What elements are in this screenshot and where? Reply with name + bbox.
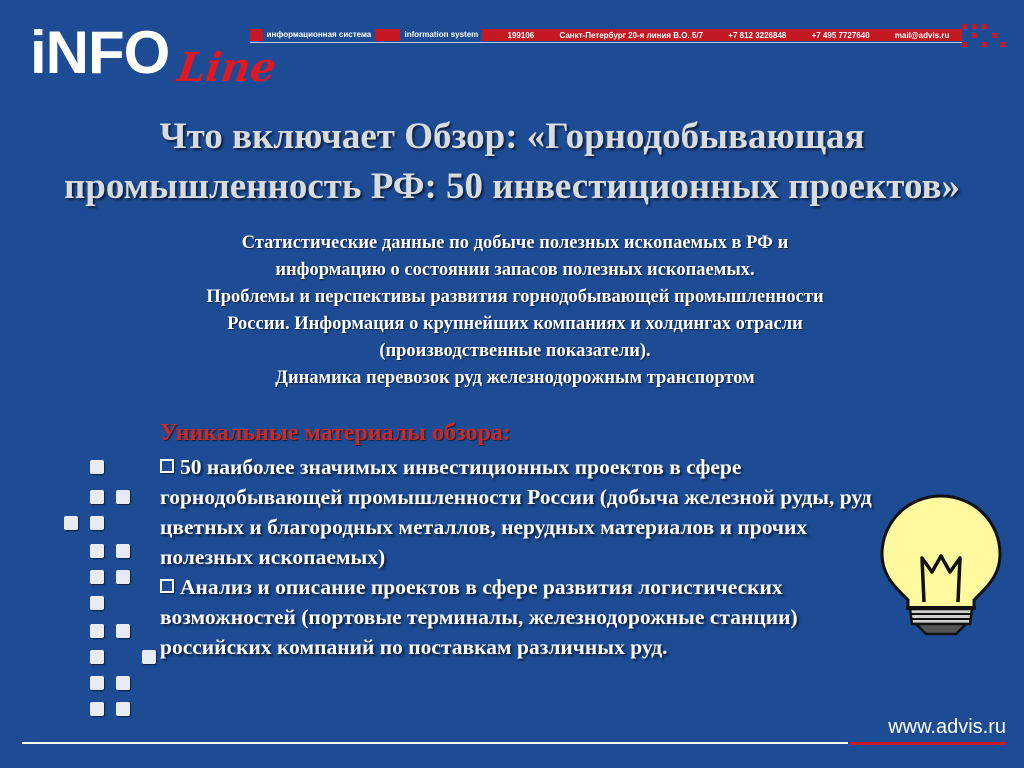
slide-title-line: промышленность РФ: 50 инвестиционных проектов»	[63, 166, 961, 207]
logo-sub-text: Line	[174, 44, 280, 91]
checkbox-bullet-icon	[160, 579, 174, 593]
unique-materials-heading: Уникальные материалы обзора:	[160, 420, 511, 446]
summary-block	[90, 230, 940, 392]
bullet-text: Анализ и описание проектов в сфере развития логистических возможностей (портовые терминалы, железнодорожные станции) российских компаний по поставкам различных руд.	[160, 575, 798, 659]
strip-label-system-ru: информационная система	[263, 29, 376, 41]
strip-phone-spb: +7 812 3226848	[728, 30, 787, 40]
summary-line: Динамика перевозок руд железнодорожным транспортом	[275, 368, 755, 388]
bullet-item	[160, 452, 880, 572]
bullet-text: 50 наиболее значимых инвестиционных проектов в сфере горнодобывающей промышленности России (добыча железной руды, руд цветных и благородных металлов, нерудных материалов и прочих полезных ископаемых)	[160, 455, 872, 569]
slide-title-line: Что включает Обзор: «Горнодобывающая	[159, 116, 865, 157]
summary-line: Статистические данные по добыче полезных ископаемых в РФ и	[241, 233, 789, 253]
strip-phone-msk: +7 495 7727640	[811, 30, 870, 40]
summary-line: России. Информация о крупнейших компаниях и холдингах отрасли	[227, 314, 803, 334]
footer-divider	[22, 742, 848, 744]
slide-title	[0, 112, 1024, 212]
checkbox-bullet-icon	[160, 459, 174, 473]
footer-accent-line	[850, 742, 1006, 745]
corner-dots-decoration	[962, 24, 1006, 48]
summary-line: Проблемы и перспективы развития горнодобывающей промышленности	[206, 287, 824, 307]
header-divider	[250, 42, 962, 43]
strip-email: mail@advis.ru	[894, 30, 950, 40]
summary-line: (производственные показатели).	[379, 341, 651, 361]
bullet-item	[160, 572, 880, 662]
website-url[interactable]: www.advis.ru	[888, 716, 1006, 738]
strip-postcode: 199106	[507, 30, 535, 40]
bullet-list	[160, 452, 880, 662]
strip-address: Санкт-Петербург 20-я линия В.О. 5/7	[559, 30, 704, 40]
lightbulb-icon	[876, 490, 1006, 640]
decorative-squares	[60, 460, 160, 720]
strip-label-system-en: information system	[400, 29, 482, 41]
logo-main-text: iNFO	[30, 19, 170, 86]
summary-line: информацию о состоянии запасов полезных ископаемых.	[275, 260, 755, 280]
contact-strip	[250, 29, 962, 41]
